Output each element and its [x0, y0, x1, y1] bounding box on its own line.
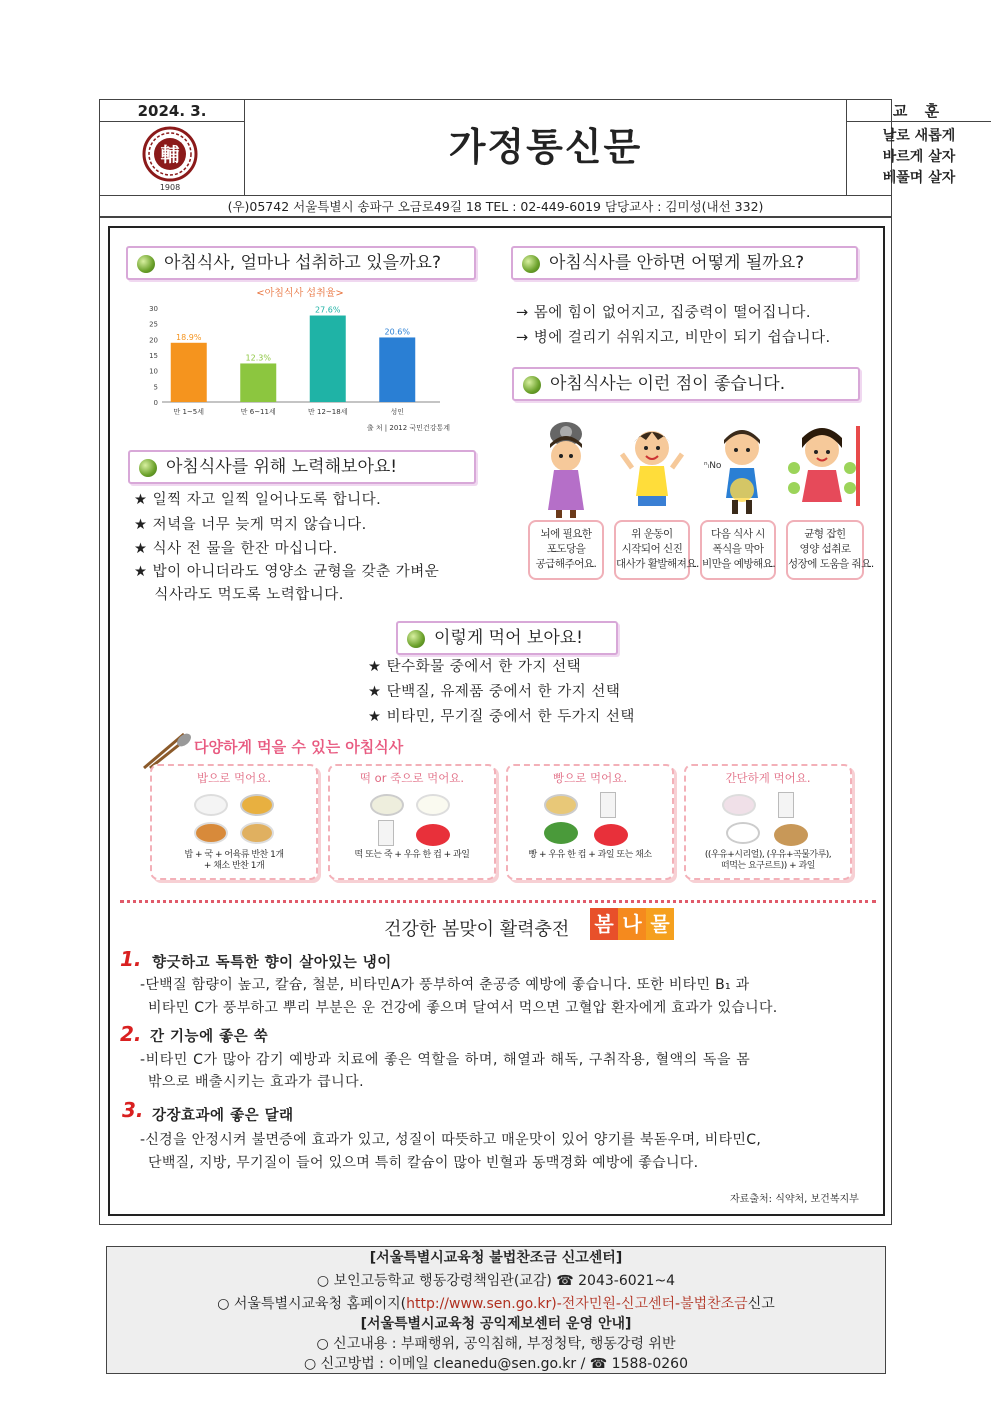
salad-icon	[544, 822, 578, 844]
x-tick-label: 만 1~5세	[173, 408, 205, 416]
bar-2	[310, 316, 346, 402]
meal-card-rice-cake: 떡 or 죽으로 먹어요. 떡 또는 죽 + 우유 한 컵 + 과일	[328, 764, 496, 880]
milk-glass-icon	[778, 792, 794, 818]
section-title-benefits: 아침식사는 이런 점이 좋습니다.	[512, 367, 860, 401]
spring-title-1: 향긋하고 독특한 향이 살아있는 냉이	[152, 955, 392, 971]
spring-num-3: 3.	[122, 1098, 144, 1122]
yogurt-icon	[726, 822, 760, 844]
footer-box	[106, 1246, 886, 1374]
benefit-caption-4: 균형 잡힌 영양 섭취로 성장에 도움을 줘요.	[786, 520, 864, 580]
egg-dish-icon	[240, 822, 274, 844]
bar-value-label: 12.3%	[245, 353, 271, 363]
seal-char: 輔	[160, 144, 180, 166]
school-address: (우)05742 서울특별시 송파구 오금로49길 18 TEL : 02-449-6019 담당교사 : 김미성(내선 332)	[100, 195, 891, 217]
bar-1	[240, 363, 276, 402]
spring-desc-1a: -단백질 함량이 높고, 칼슘, 철분, 비타민A가 풍부하여 춘공증 예방에 좋습니다. 또한 비타민 B₁ 과	[140, 977, 750, 993]
porridge-icon	[416, 794, 450, 816]
green-bullet-icon	[522, 255, 540, 273]
issue-date: 2024. 3.	[100, 100, 245, 122]
benefit-caption-3: 다음 식사 시 폭식을 막아 비만을 예방해요.	[700, 520, 776, 580]
child-brain-icon	[528, 418, 604, 518]
x-tick-label: 만 6~11세	[240, 408, 276, 416]
how-to-eat-item-2: ★ 단백질, 유제품 중에서 한 가지 선택	[368, 684, 621, 700]
spring-heading: 건강한 봄맞이 활력충전	[384, 919, 570, 940]
how-to-eat-item-1: ★ 탄수화물 중에서 한 가지 선택	[368, 659, 582, 675]
school-motto	[847, 122, 991, 195]
footer-heading-1: [서울특별시교육청 불법찬조금 신고센터]	[369, 1250, 623, 1266]
bar-value-label: 18.9%	[176, 332, 202, 342]
effort-item-2: ★ 저녁을 너무 늦게 먹지 않습니다.	[134, 517, 367, 533]
strawberry-icon	[594, 824, 628, 846]
effort-item-4: ★ 밥이 아니더라도 영양소 균형을 갖춘 가벼운	[134, 564, 440, 580]
spring-desc-3b: 단백질, 지방, 무기질이 들어 있으며 특히 칼슘이 많아 빈혈과 동맥경화 예방에 좋습니다.	[148, 1155, 699, 1171]
footer-line-4: ○ 신고방법 : 이메일 cleanedu@sen.go.kr / ☎ 1588-0260	[304, 1356, 688, 1372]
section-title-effort: 아침식사를 위해 노력해보아요!	[128, 450, 476, 484]
footer-heading-2: [서울특별시교육청 공익제보센터 운영 안내]	[360, 1316, 632, 1332]
badge-char-3: 물	[646, 908, 674, 940]
x-tick-label: 성인	[390, 408, 405, 416]
skip-effect-1: → 몸에 힘이 없어지고, 집중력이 떨어집니다.	[516, 305, 812, 321]
spring-desc-3a: -신경을 안정시켜 불면증에 효과가 있고, 성질이 따뜻하고 매운맛이 있어 양기를 북돋우며, 비타민C,	[140, 1132, 762, 1148]
motto-line-1: 날로 새롭게	[882, 128, 956, 144]
footer-link[interactable]: http://www.sen.go.kr)-전자민원-신고센터-불법찬조금	[406, 1296, 748, 1312]
motto-line-3: 베풀며 살자	[882, 170, 956, 186]
child-happy-icon	[614, 418, 690, 518]
effort-item-4b: 식사라도 먹도록 노력합니다.	[134, 587, 344, 603]
bar-0	[171, 343, 207, 402]
breakfast-rate-chart	[140, 286, 470, 436]
chart-source: 출 처 | 2012 국민건강통계	[366, 424, 450, 432]
child-growth-icon	[786, 418, 862, 518]
benefit-card-4	[786, 418, 874, 586]
y-tick-label: 5	[153, 383, 158, 392]
how-to-eat-item-3: ★ 비타민, 무기질 중에서 한 두가지 선택	[368, 709, 635, 725]
meal-card-bread: 빵으로 먹어요. 빵 + 우유 한 컵 + 과일 또는 채소	[506, 764, 674, 880]
benefit-card-1	[528, 418, 604, 586]
meal-card-simple: 간단하게 먹어요. ((우유+시리얼), (우유+곡물가루), 떠먹는 요구르트)) + 과일	[684, 764, 852, 880]
svg-text:ⁿᵢNo: ⁿᵢNo	[704, 461, 722, 471]
green-bullet-icon	[137, 255, 155, 273]
effort-item-3: ★ 식사 전 물을 한잔 마십니다.	[134, 541, 338, 557]
effort-item-1: ★ 일찍 자고 일찍 일어나도록 합니다.	[134, 492, 382, 508]
x-tick-label: 만 12~18세	[308, 408, 348, 416]
bar-value-label: 20.6%	[384, 327, 410, 337]
y-tick-label: 30	[149, 305, 158, 313]
milk-glass-icon	[378, 820, 394, 846]
benefit-caption-1: 뇌에 필요한 포도당을 공급해주어요.	[528, 520, 604, 580]
y-tick-label: 0	[153, 399, 158, 407]
bread-icon	[544, 794, 578, 816]
school-logo-cell	[100, 122, 245, 195]
page-title: 가정통신문	[245, 100, 847, 195]
milk-glass-icon	[600, 792, 616, 818]
strawberry-icon	[416, 824, 450, 846]
grain-powder-icon	[774, 824, 808, 846]
motto-line-2: 바르게 살자	[882, 149, 956, 165]
bar-3	[379, 337, 415, 402]
spring-title-3: 강장효과에 좋은 달래	[152, 1108, 294, 1124]
seal-year: 1908	[159, 183, 181, 192]
motto-heading: 교 훈	[847, 100, 991, 122]
cereal-icon	[722, 794, 756, 816]
section-title-how-to-eat: 이렇게 먹어 보아요!	[396, 621, 618, 655]
badge-char-1: 봄	[590, 908, 618, 940]
side-dish-icon	[194, 822, 228, 844]
green-bullet-icon	[523, 376, 541, 394]
benefit-caption-2: 위 운동이 시작되어 신진 대사가 활발해져요.	[614, 520, 690, 580]
green-bullet-icon	[407, 630, 425, 648]
footer-line-2: ○ 서울특별시교육청 홈페이지(http://www.sen.go.kr)-전자민원-신고센터-불법찬조금신고	[217, 1296, 775, 1312]
y-tick-label: 20	[149, 336, 158, 345]
child-no-icon	[700, 418, 776, 518]
meal-card-rice: 밥으로 먹어요. 밥 + 국 + 어육류 반찬 1개 + 채소 반찬 1개	[150, 764, 318, 880]
spring-num-1: 1.	[120, 947, 142, 971]
spring-desc-2b: 밖으로 배출시키는 효과가 큽니다.	[148, 1074, 365, 1090]
rice-cake-icon	[370, 794, 404, 816]
benefit-card-3	[700, 418, 776, 586]
header-table	[99, 99, 956, 217]
chart-title: <아침식사 섭취율>	[256, 288, 344, 299]
spring-badge	[590, 908, 674, 940]
y-tick-label: 25	[149, 320, 158, 329]
rice-bowl-icon	[194, 794, 228, 816]
soup-bowl-icon	[240, 794, 274, 816]
spring-source: 자료출처: 식약처, 보건복지부	[730, 1194, 859, 1205]
meals-heading: 다양하게 먹을 수 있는 아침식사	[194, 738, 404, 756]
footer-line-3: ○ 신고내용 : 부패행위, 공익침해, 부정청탁, 행동강령 위반	[316, 1336, 676, 1352]
spring-desc-2a: -비타민 C가 많아 감기 예방과 치료에 좋은 역할을 하며, 해열과 해독, 구취작용, 혈액의 독을 몸	[140, 1052, 751, 1068]
skip-effect-2: → 병에 걸리기 쉬워지고, 비만이 되기 쉽습니다.	[516, 330, 831, 346]
section-divider	[120, 900, 876, 903]
benefit-card-2	[614, 418, 699, 586]
y-tick-label: 15	[149, 352, 158, 360]
spring-num-2: 2.	[120, 1022, 142, 1046]
spring-title-2: 간 기능에 좋은 쑥	[150, 1029, 269, 1045]
section-title-breakfast-rate: 아침식사, 얼마나 섭취하고 있을까요?	[126, 246, 476, 280]
y-tick-label: 10	[149, 367, 158, 376]
green-bullet-icon	[139, 459, 157, 477]
badge-char-2: 나	[618, 908, 646, 940]
bar-value-label: 27.6%	[315, 305, 341, 315]
spring-desc-1b: 비타민 C가 풍부하고 뿌리 부분은 운 건강에 좋으며 달여서 먹으면 고혈압 환자에게 효과가 있습니다.	[148, 1000, 778, 1016]
footer-line-1: ○ 보인고등학교 행동강령책임관(교감) ☎ 2043-6021~4	[316, 1273, 676, 1289]
school-seal-icon	[140, 126, 200, 192]
section-title-skip-effects: 아침식사를 안하면 어떻게 될까요?	[511, 246, 858, 280]
